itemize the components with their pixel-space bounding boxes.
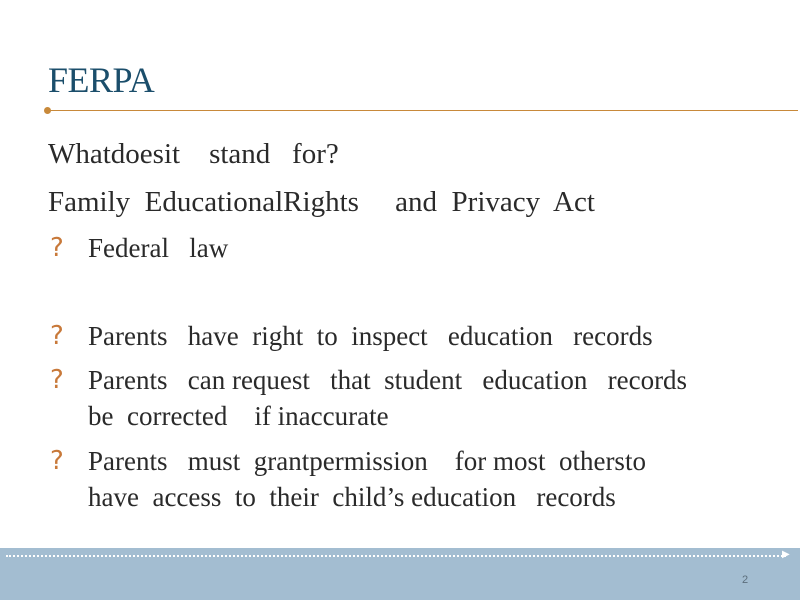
question-mark-icon: ? xyxy=(50,233,64,263)
bullet-federal-law: Federal law xyxy=(88,233,229,263)
question-mark-icon: ? xyxy=(50,446,64,476)
bullet-request-correction: Parents can request that student education records xyxy=(88,365,688,395)
arrow-right-icon: ▶ xyxy=(782,549,790,560)
bullet-inspect-records: Parents have right to inspect education records xyxy=(88,321,653,351)
bullet-request-correction-cont: be corrected if inaccurate xyxy=(88,401,389,431)
footer-dotted-line xyxy=(6,555,786,557)
page-number: 2 xyxy=(742,574,749,586)
bullet-grant-permission-cont: have access to their child’s education records xyxy=(88,482,616,512)
slide-title: FERPA xyxy=(48,60,155,100)
question-line: Whatdoesit stand for? xyxy=(48,138,339,170)
question-mark-icon: ? xyxy=(50,365,64,395)
title-divider xyxy=(48,110,798,111)
bullet-grant-permission: Parents must grantpermission for most othersto xyxy=(88,446,646,476)
question-mark-icon: ? xyxy=(50,321,64,351)
acronym-line: Family EducationalRights and Privacy Act xyxy=(48,186,595,218)
